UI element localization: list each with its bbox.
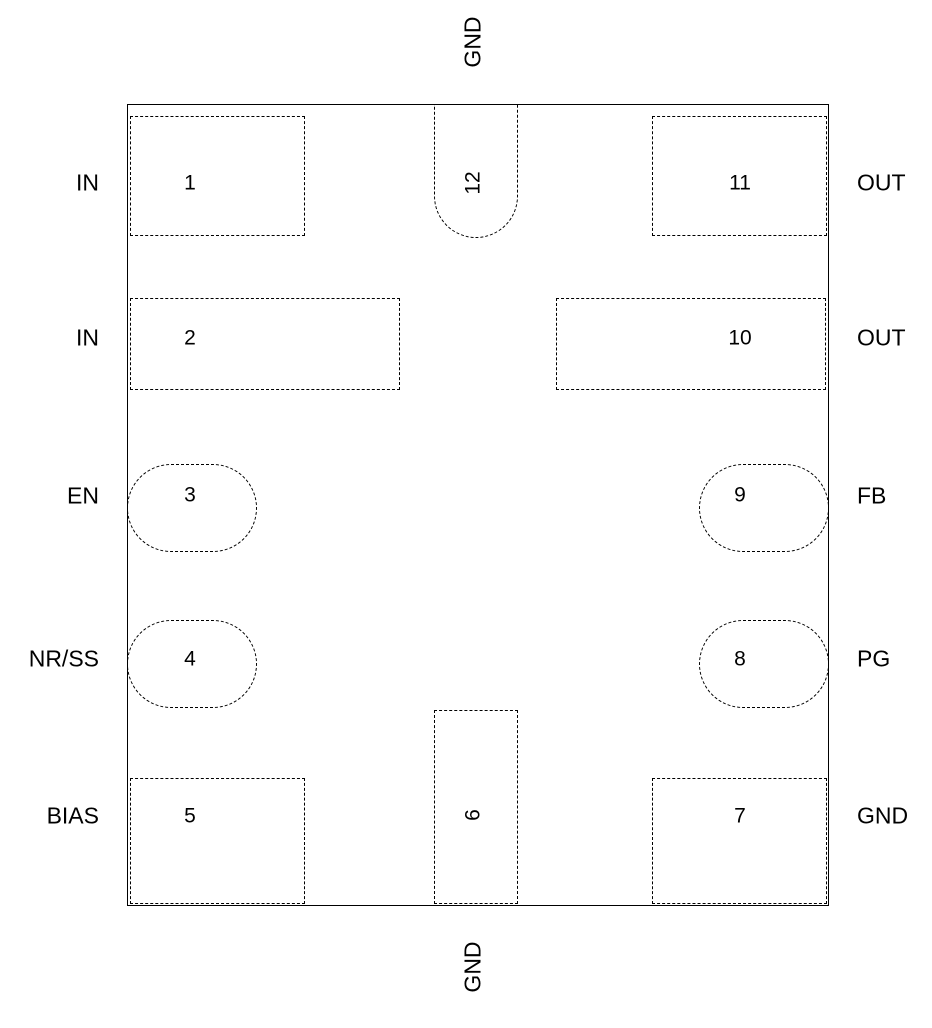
pad-3 [127, 464, 257, 552]
pin-label-bias-5: BIAS [46, 802, 99, 829]
pad-number-1: 1 [184, 171, 196, 195]
pad-number-5: 5 [184, 804, 196, 828]
pad-number-4: 4 [184, 647, 196, 671]
pad-number-6: 6 [461, 809, 485, 821]
pin-label-fb-8: FB [857, 482, 887, 509]
pin-label-in-2: IN [76, 324, 99, 351]
pin-label-gnd-10: GND [857, 802, 909, 829]
pin-label-gnd-11: GND [459, 941, 486, 993]
pin-label-gnd-0: GND [459, 16, 486, 68]
pad-9 [699, 464, 829, 552]
pad-number-11: 11 [729, 171, 751, 195]
pad-5 [130, 778, 305, 904]
pin-label-nr-ss-4: NR/SS [28, 645, 99, 672]
pin-label-en-3: EN [67, 482, 99, 509]
pad-number-9: 9 [734, 483, 746, 507]
pad-7 [652, 778, 827, 904]
pad-10 [556, 298, 826, 390]
pad-number-2: 2 [184, 326, 196, 350]
pad-2 [130, 298, 400, 390]
pad-number-3: 3 [184, 483, 196, 507]
pin-label-pg-9: PG [857, 645, 891, 672]
pad-number-12: 12 [461, 171, 485, 195]
pin-label-in-1: IN [76, 169, 99, 196]
pad-number-8: 8 [734, 647, 746, 671]
pad-1 [130, 116, 305, 236]
pad-number-7: 7 [734, 804, 746, 828]
pin-label-out-6: OUT [857, 169, 906, 196]
pad-6 [434, 710, 518, 904]
pad-8 [699, 620, 829, 708]
pin-label-out-7: OUT [857, 324, 906, 351]
pad-number-10: 10 [728, 326, 752, 350]
